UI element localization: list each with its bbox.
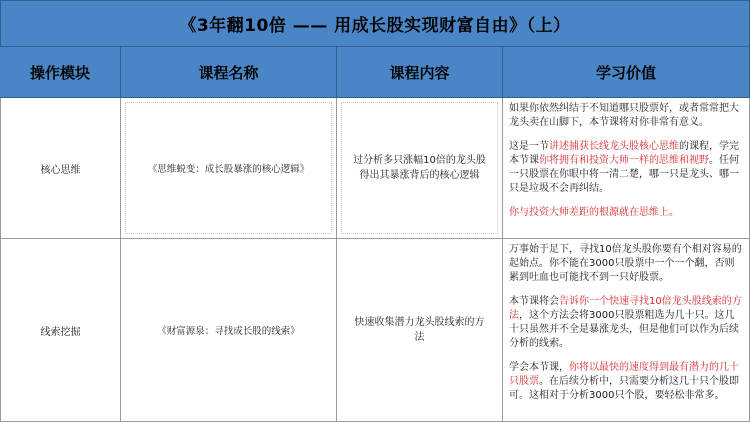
module-cell — [0, 239, 121, 422]
value-cell — [503, 98, 750, 239]
header-course-name: 课程名称 — [121, 47, 337, 98]
header-row — [0, 47, 750, 98]
course-name-cell — [121, 239, 337, 422]
module-label: 核心思维 — [40, 164, 81, 176]
value-text: 。任何一只股票在你眼中将一清二楚，哪一只是龙头、哪一只是垃圾不会再纠结。 — [509, 155, 739, 194]
value-text: 学会本节课， — [509, 362, 569, 373]
value-paragraph — [509, 361, 744, 403]
header-module: 操作模块 — [0, 47, 121, 98]
value-paragraph — [509, 140, 744, 196]
header-value: 学习价值 — [503, 47, 750, 98]
table-title: 《3年翻10倍 —— 用成长股实现财富自由》（上） — [0, 0, 750, 47]
header-course-content: 课程内容 — [337, 47, 503, 98]
module-label: 线索挖掘 — [40, 326, 81, 338]
cell-frame — [125, 102, 332, 234]
value-highlight: 你将拥有和投资大师一样的思维和视野 — [539, 155, 709, 166]
value-paragraph — [509, 206, 744, 220]
value-text: 本节课将会 — [509, 296, 559, 307]
value-text: 万事始于足下，寻找10倍龙头股你要有个相对容易的起始点。你不能在3000只股票中一个一个翻，否则累到吐血也可能找不到一只好股票。 — [509, 244, 742, 283]
course-name-cell — [121, 98, 337, 239]
value-highlight: 你与投资大师差距的根源就在思维上。 — [509, 207, 679, 218]
value-highlight: 讲述捕获长线龙头股核心思维 — [549, 141, 679, 152]
value-cell — [503, 239, 750, 422]
value-text: ，这个方法会将3000只股票粗选为几十只。这几十只虽然并不全是暴涨龙头，但是他们可以作为后续分析的线索。 — [509, 310, 739, 349]
course-content-text: 过分析多只涨幅10倍的龙头股得出其暴涨背后的核心逻辑 — [353, 155, 486, 181]
value-paragraph — [509, 295, 744, 351]
course-name-text: 《财富源泉：寻找成长股的线索》 — [157, 326, 300, 337]
course-content-cell — [337, 239, 503, 422]
value-text: 这是一节 — [509, 141, 549, 152]
value-paragraph — [509, 243, 744, 285]
course-content-text: 快速收集潜力龙头股线索的方法 — [354, 317, 485, 343]
value-text: 如果你依然纠结于不知道哪只股票好，或者常常把大龙头卖在山脚下，本节课将对你非常有意义。 — [509, 103, 739, 128]
cell-frame — [341, 102, 498, 234]
table-row — [0, 98, 750, 239]
value-highlight: 你将以最快的速度得到最有潜力的几十只股票 — [509, 362, 739, 387]
course-content-cell — [337, 98, 503, 239]
value-text: 。在后续分析中，只需要分析这几十只个股即可。这相对于分析3000只个股，要轻松非常多。 — [509, 376, 739, 401]
table-row — [0, 239, 750, 422]
value-text: 的课程，学完本节课 — [509, 141, 739, 166]
value-paragraph — [509, 102, 744, 130]
course-name-text: 《思维蜕变：成长股暴涨的核心逻辑》 — [147, 164, 310, 175]
value-highlight: 告诉你一个快速寻找10倍龙头股线索的方法 — [509, 296, 742, 321]
module-cell — [0, 98, 121, 239]
